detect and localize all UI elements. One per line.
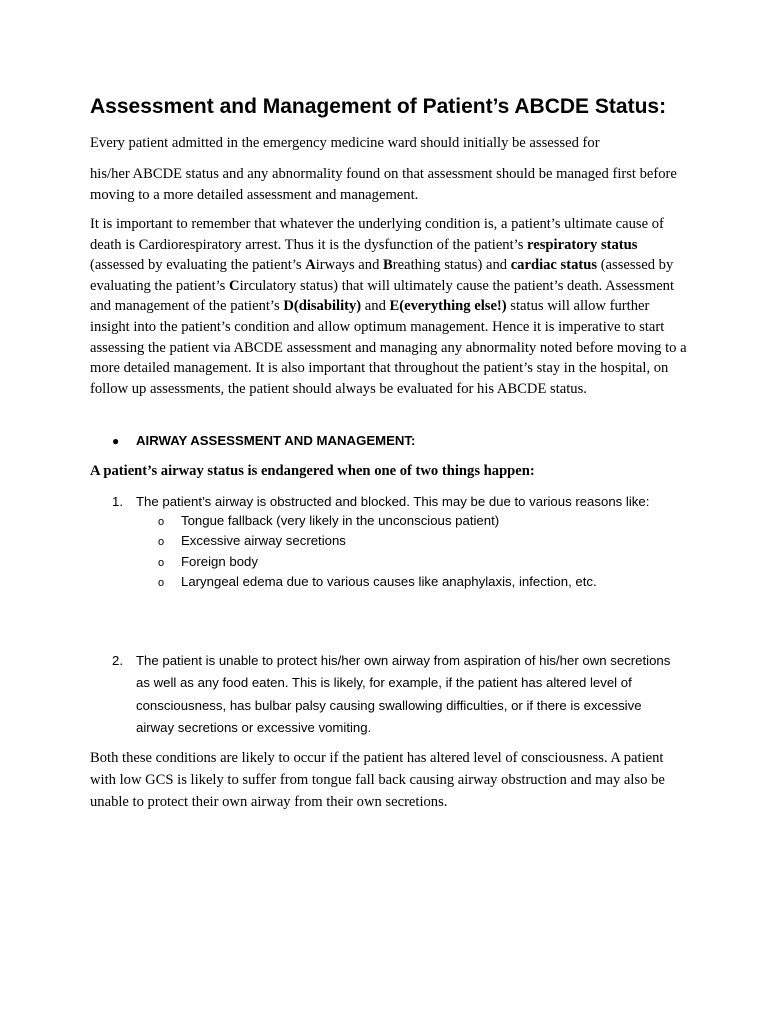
list-item-text: The patient’s airway is obstructed and blocked. This may be due to various reasons like:	[136, 494, 650, 509]
airway-heading-text: AIRWAY ASSESSMENT AND MANAGEMENT:	[136, 433, 416, 448]
text-run: (assessed by evaluating the patient’s	[90, 257, 674, 294]
text-run: and	[361, 298, 390, 315]
text-run: irways and	[315, 257, 384, 274]
list-number: 2.	[112, 653, 123, 668]
circle-bullet-icon: o	[158, 557, 165, 569]
sub-list-item	[158, 572, 597, 593]
text-run: (assessed by evaluating the patient’s	[90, 257, 306, 274]
list-item-text: The patient is unable to protect his/her own airway from aspiration of his/her own secretions as well as any food eaten. This is likely, for example, if the patient has altered level of consciousness, has bulbar palsy causing swallowing difficulties, or if there is excessive airway secretions or excessive vomiting.	[136, 653, 671, 736]
bold-disability: D(disability)	[283, 298, 362, 315]
sub-list-item-text: Tongue fallback (very likely in the unconscious patient)	[181, 513, 500, 528]
bold-everything-else: E(everything else!)	[389, 298, 507, 315]
sub-list-item-text: Excessive airway secretions	[181, 533, 346, 548]
sub-list-item	[158, 511, 499, 532]
page-title: Assessment and Management of Patient’s ABCDE Status:	[90, 95, 667, 118]
paragraph-conclusion: Both these conditions are likely to occur if the patient has altered level of consciousness. A patient with low GCS is likely to suffer from tongue fall back causing airway obstruction and may also be unable to protect their own airway from their own secretions.	[90, 750, 665, 810]
paragraph-intro: Every patient admitted in the emergency medicine ward should initially be assessed for	[90, 135, 600, 151]
bold-respiratory-status: respiratory status	[527, 236, 638, 253]
list-item	[112, 650, 682, 740]
sub-list-item-text: Laryngeal edema due to various causes like anaphylaxis, infection, etc.	[181, 574, 597, 589]
sub-list-item-text: Foreign body	[181, 554, 258, 569]
bold-letter-a: A	[305, 257, 316, 274]
text-run: reathing status) and	[392, 257, 511, 274]
list-number: 1.	[112, 494, 123, 509]
airway-intro: A patient’s airway status is endangered when one of two things happen:	[90, 463, 535, 479]
bullet-icon: ●	[112, 434, 120, 448]
circle-bullet-icon: o	[158, 577, 165, 589]
bold-letter-b: B	[383, 257, 393, 274]
circle-bullet-icon: o	[158, 536, 165, 548]
circle-bullet-icon: o	[158, 516, 165, 528]
sub-list-item	[158, 531, 346, 552]
paragraph-cause-of-death	[90, 214, 690, 399]
bold-letter-c: C	[229, 277, 240, 294]
text-run: It is important to remember that whatever the underlying condition is, a patient’s ultimate cause of death is Cardiorespiratory arrest. Thus it is the dysfunction of the patient’s	[90, 216, 664, 253]
airway-section-heading	[112, 431, 415, 451]
text-run: status will allow further insight into the patient’s condition and allow optimum management. Hence it is imperative to start assessing the patient via ABCDE assessment and managing any abnormality noted before moving to a more detailed management. It is also important that throughout the patient’s stay in the hospital, on follow up assessments, the patient should always be evaluated for his ABCDE status.	[90, 298, 687, 397]
text-run: irculatory status) that will ultimately cause the patient’s death. Assessment and management of the patient’s	[90, 277, 675, 315]
paragraph-abcde-status: his/her ABCDE status and any abnormality found on that assessment should be managed first before moving to a more detailed assessment and management.	[90, 166, 677, 203]
sub-list-item	[158, 552, 258, 573]
bold-cardiac-status: cardiac status	[510, 257, 598, 274]
